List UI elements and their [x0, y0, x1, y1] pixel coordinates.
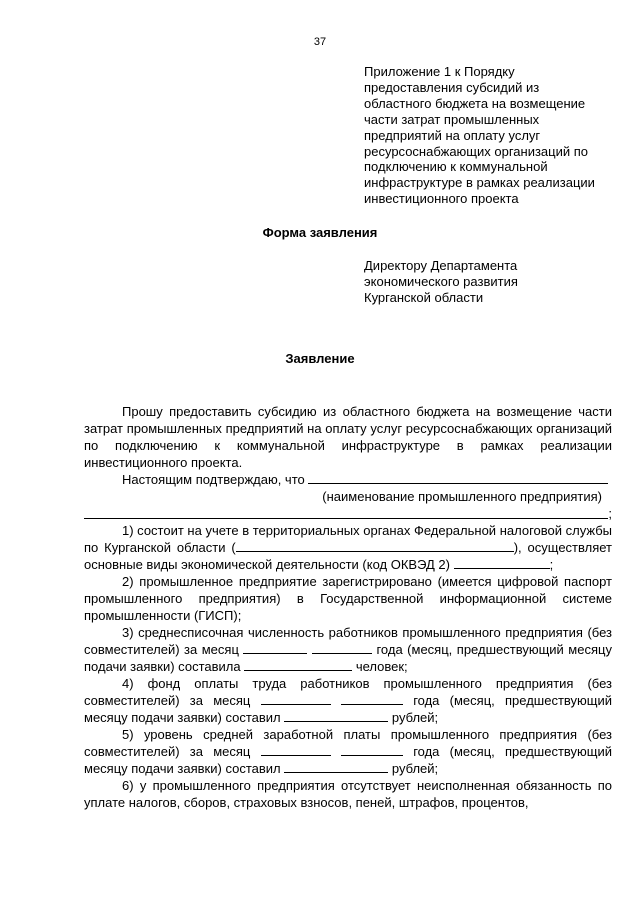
appendix-line: Приложение 1 к Порядку [364, 64, 515, 79]
addressee-line: экономического развития [364, 273, 518, 289]
item-6: 6) у промышленного предприятия отсутствует неисполненная обязанность по уплате налогов, сборов, страховых взносов, пеней, штрафов, процентов, [84, 778, 612, 810]
item-4-text-c: рублей; [391, 710, 439, 725]
item-4-text-b: года (месяц, предшествующий месяцу подачи заявки) составил [84, 693, 612, 725]
item-3-text-b: года (месяц, предшествующий месяцу подачи заявки) составила [84, 642, 612, 674]
form-title: Форма заявления [262, 225, 378, 240]
appendix-line: ресурсоснабжающих организаций по [364, 143, 589, 159]
enterprise-name-continuation[interactable] [84, 505, 612, 522]
item-5 [84, 726, 612, 777]
request-paragraph: Прошу предоставить субсидию из областного бюджета на возмещение части затрат промышленных предприятий на оплату услуг ресурсоснабжающих организаций по подключению к коммунальной инфраструктуре в рамках реализации инвестиционного проекта. [84, 404, 612, 470]
appendix-line: подключению к коммунальной [364, 159, 548, 175]
item-4-year-field[interactable] [341, 692, 403, 705]
addressee [364, 258, 614, 306]
confirm-text: Настоящим подтверждаю, что [122, 472, 305, 487]
item-3-month-field[interactable] [243, 641, 307, 654]
item-1-text-c: ; [549, 557, 554, 572]
item-5-text-b: года (месяц, предшествующий месяцу подачи заявки) составил [84, 744, 612, 776]
item-3-text-c: человек; [355, 659, 408, 674]
enterprise-name-field[interactable] [308, 471, 608, 484]
item-4-month-field[interactable] [261, 692, 331, 705]
item-3 [84, 624, 612, 675]
item-3-text-a: 3) среднесписочная численность работников промышленного предприятия (без совместителей) за месяц [84, 625, 612, 657]
item-1-text-a: 1) состоит на учете в территориальных органах Федеральной налоговой службы по Курганской области ( [84, 523, 612, 555]
headcount-field[interactable] [244, 658, 352, 671]
item-3-year-field[interactable] [312, 641, 372, 654]
item-5-month-field[interactable] [261, 743, 331, 756]
page-number: 37 [313, 36, 327, 48]
blank-rule [84, 518, 608, 519]
average-salary-field[interactable] [284, 760, 388, 773]
appendix-line: областного бюджета на возмещение [364, 95, 586, 111]
appendix-line: инвестиционного проекта [364, 191, 519, 207]
document-title: Заявление [285, 351, 355, 366]
item-5-text-a: 5) уровень средней заработной платы промышленного предприятия (без совместителей) за месяц [84, 727, 612, 759]
item-1-text-b: ), осуществляет основные виды экономической деятельности (код ОКВЭД 2) [84, 540, 612, 572]
appendix-note [364, 64, 614, 207]
appendix-line: инфраструктуре в рамках реализации [364, 175, 595, 191]
appendix-line: предоставления субсидий из [364, 79, 540, 95]
item-2: 2) промышленное предприятие зарегистрировано (имеется цифровой паспорт промышленного предприятия) в Государственной информационной системе промышленности (ГИСП); [84, 574, 612, 623]
item-4 [84, 675, 612, 726]
item-5-year-field[interactable] [341, 743, 403, 756]
enterprise-name-caption: (наименование промышленного предприятия) [322, 489, 602, 504]
item-4-text-a: 4) фонд оплаты труда работников промышленного предприятия (без совместителей) за месяц [84, 676, 612, 708]
blank-line-end: ; [608, 506, 612, 521]
okved-field[interactable] [454, 556, 550, 569]
appendix-line: части затрат промышленных [364, 111, 540, 127]
tax-authority-field[interactable] [236, 539, 514, 552]
addressee-line: Директору Департамента [364, 258, 518, 273]
payroll-field[interactable] [284, 709, 388, 722]
item-1 [84, 522, 612, 573]
appendix-line: предприятий на оплату услуг [364, 127, 541, 143]
confirm-line [84, 471, 612, 488]
addressee-line: Курганской области [364, 289, 484, 305]
application-body [84, 403, 612, 811]
item-5-text-c: рублей; [391, 761, 439, 776]
